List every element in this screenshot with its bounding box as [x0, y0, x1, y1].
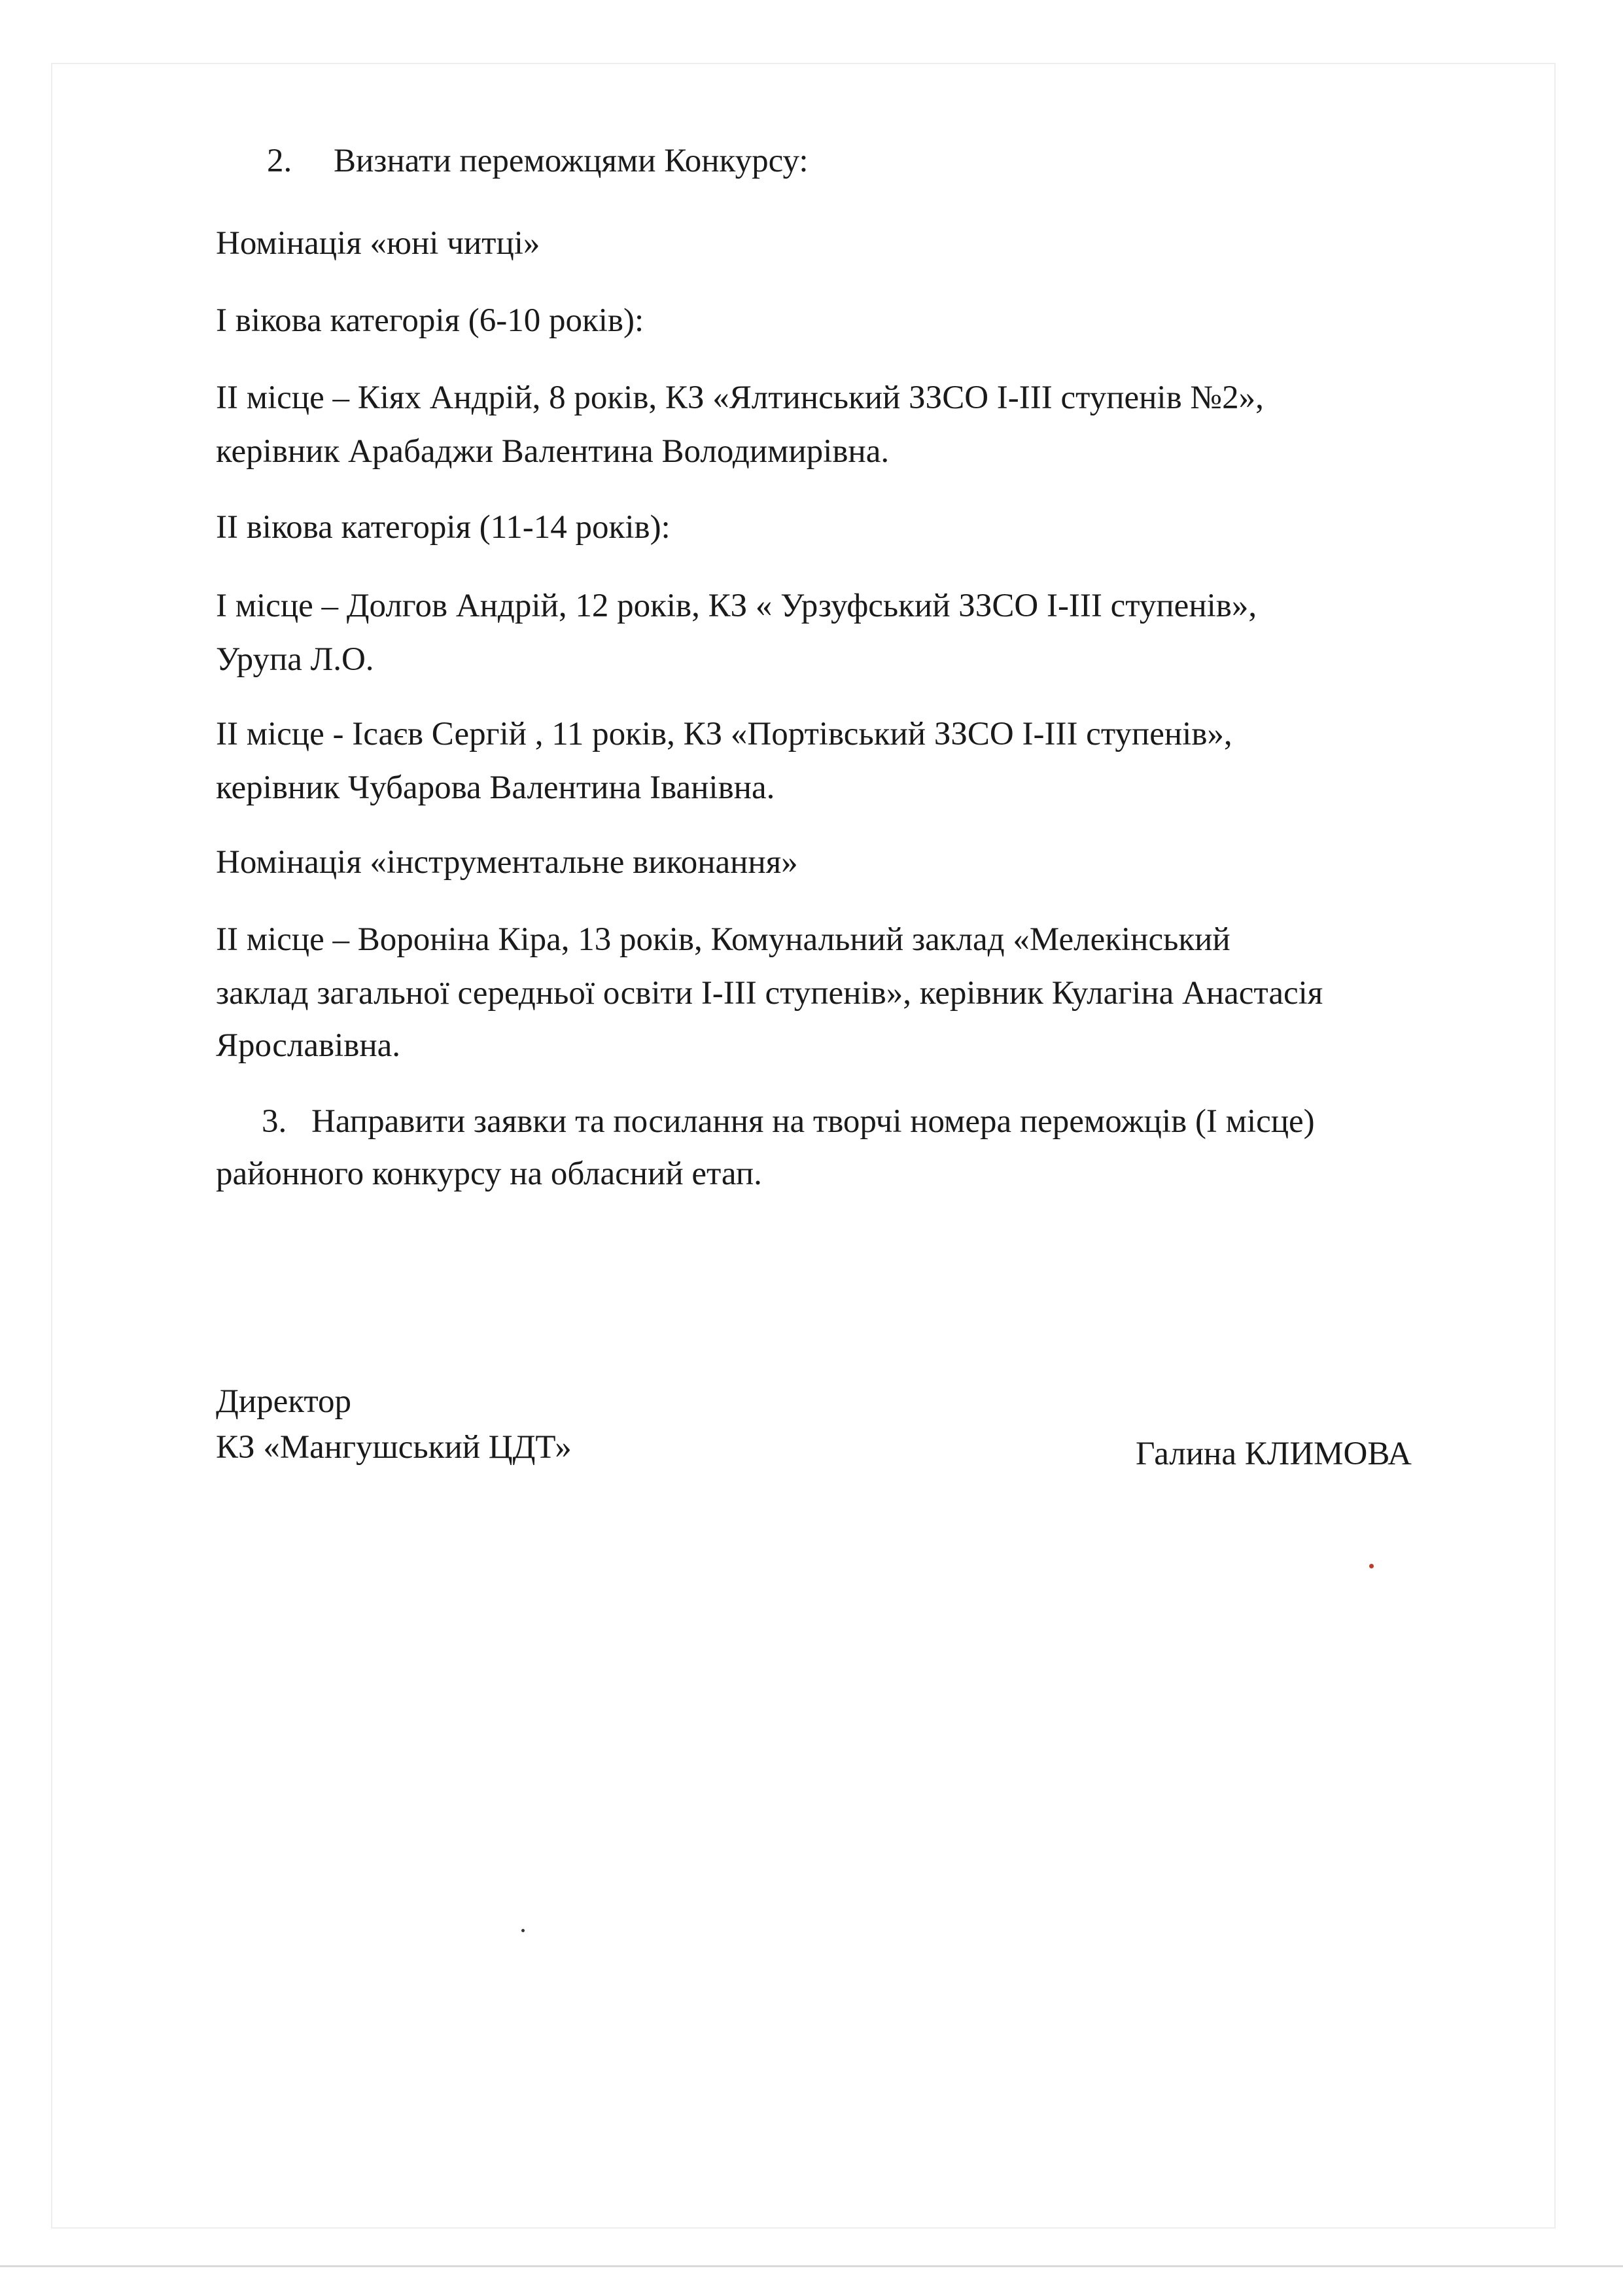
winner-1-line-2: керівник Арабаджи Валентина Володимирівна.	[216, 433, 890, 470]
winner-1-line-1: ІІ місце – Кіях Андрій, 8 років, КЗ «Ялтинський ЗЗСО І-ІІІ ступенів №2»,	[216, 380, 1264, 416]
winner-4-line-2: заклад загальної середньої освіти І-ІІІ ступенів», керівник Кулагіна Анастасія	[216, 975, 1323, 1012]
winner-4-line-3: Ярославівна.	[216, 1027, 401, 1064]
winner-2-line-2: Урупа Л.О.	[216, 641, 374, 678]
nomination-young-readers: Номінація «юні читці»	[216, 225, 540, 262]
item-2-text: Визнати переможцями Конкурсу:	[334, 143, 809, 179]
nomination-instrumental: Номінація «інструментальне виконання»	[216, 844, 798, 881]
item-2-number: 2.	[267, 143, 292, 179]
scan-speck	[521, 1929, 525, 1932]
winner-3-line-2: керівник Чубарова Валентина Іванівна.	[216, 769, 775, 806]
age-category-2: ІІ вікова категорія (11-14 років):	[216, 509, 671, 546]
winner-3-line-1: ІІ місце - Ісаєв Сергій , 11 років, КЗ «Портівський ЗЗСО І-ІІІ ступенів»,	[216, 716, 1232, 752]
signature-name: Галина КЛИМОВА	[1136, 1436, 1412, 1472]
item-3-number: 3.	[262, 1103, 287, 1140]
page-edge	[0, 2265, 1623, 2267]
winner-2-line-1: І місце – Долгов Андрій, 12 років, КЗ « Урзуфський ЗЗСО І-ІІІ ступенів»,	[216, 588, 1257, 624]
item-3-line-2: районного конкурсу на обласний етап.	[216, 1156, 762, 1192]
winner-4-line-1: ІІ місце – Вороніна Кіра, 13 років, Комунальний заклад «Мелекінський	[216, 921, 1230, 958]
scan-speck	[1369, 1564, 1374, 1568]
signature-organization: КЗ «Мангушський ЦДТ»	[216, 1429, 572, 1466]
age-category-1: І вікова категорія (6-10 років):	[216, 302, 644, 339]
signature-position: Директор	[216, 1383, 351, 1420]
item-3-line-1: Направити заявки та посилання на творчі номера переможців (І місце)	[311, 1103, 1315, 1140]
